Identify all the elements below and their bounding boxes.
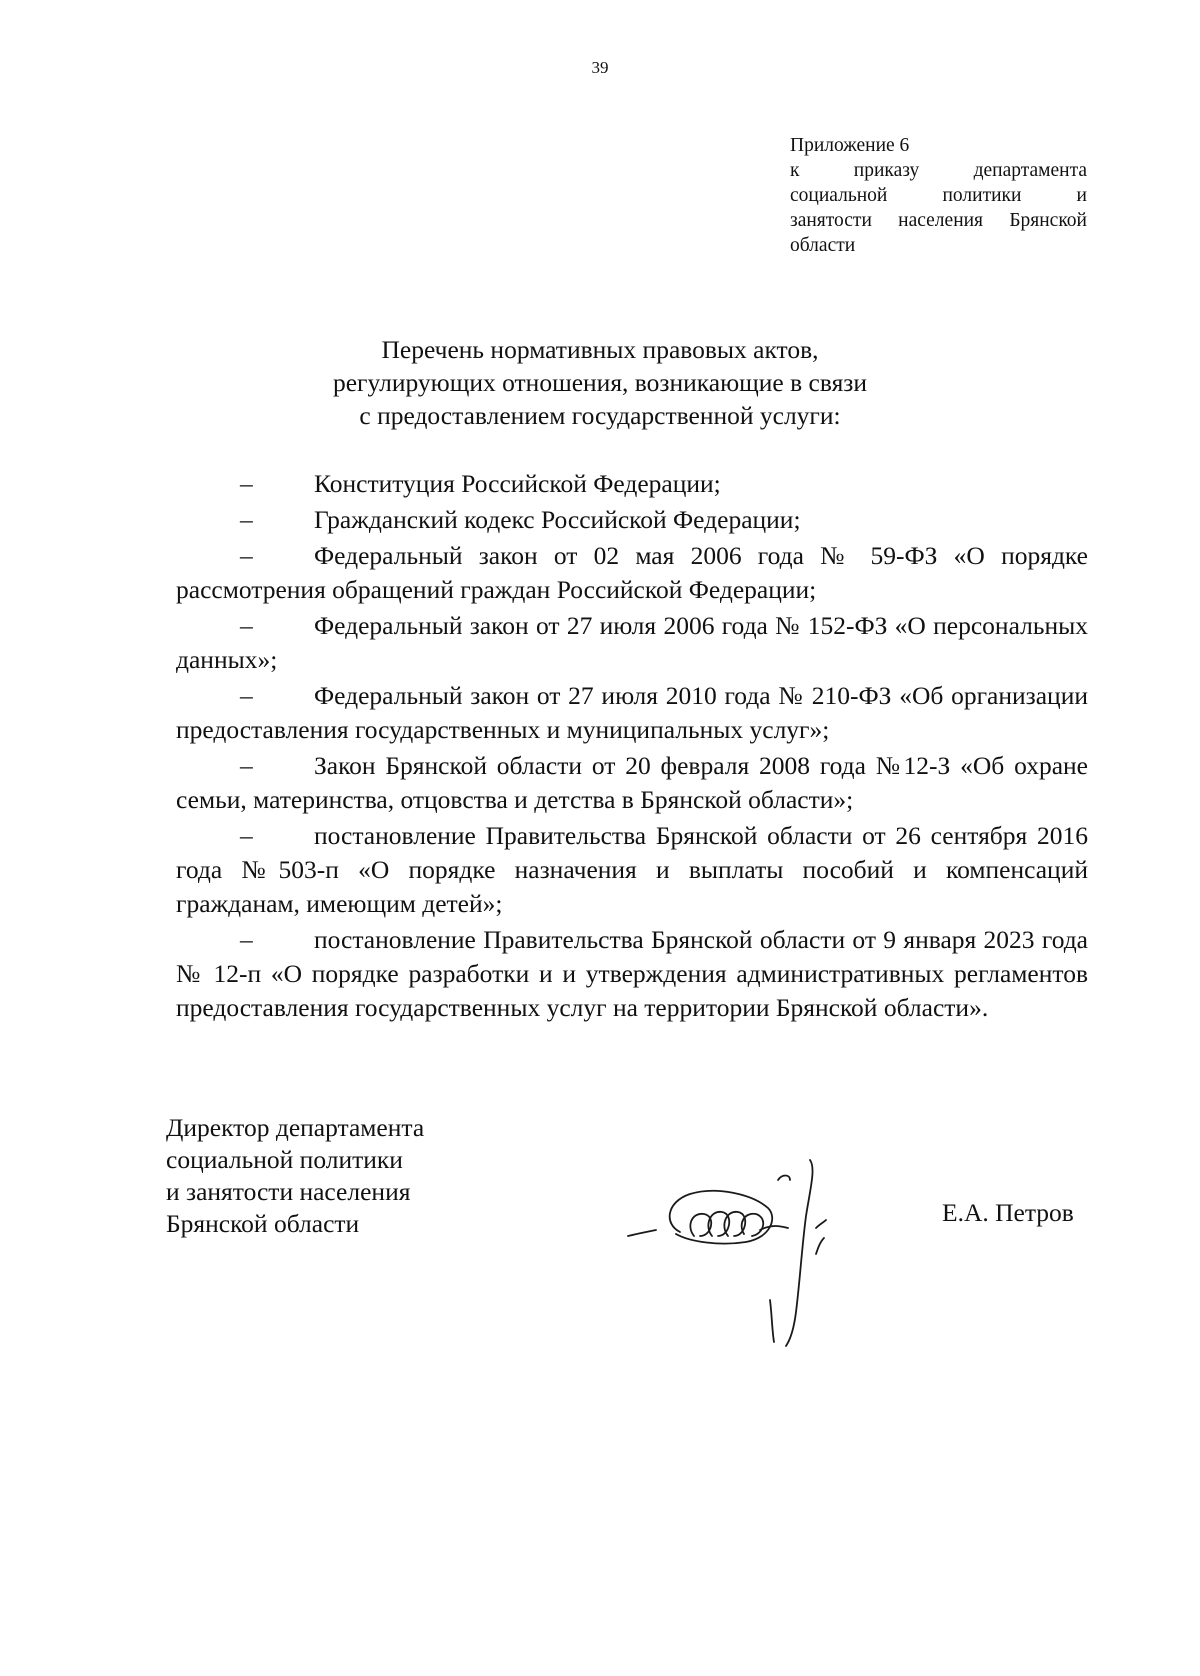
list-item [176, 819, 1088, 921]
list-dash: – [240, 821, 253, 850]
signatory-line-1: Директор департамента [166, 1113, 425, 1142]
list-dash: – [240, 469, 253, 498]
act-text: Федеральный закон от 02 мая 2006 года № 59-ФЗ «О порядке рассмотрения обращений граждан Российской Федерации; [176, 541, 1088, 604]
document-title [0, 333, 1200, 432]
signatory-line-2: социальной политики [166, 1145, 403, 1174]
list-item [176, 923, 1088, 1025]
appendix-line-1: Приложение 6 [790, 135, 910, 156]
list-dash: – [240, 681, 253, 710]
appendix-line-5: области [790, 235, 856, 256]
act-text: постановление Правительства Брянской области от 26 сентября 2016 года №503-п «О порядке назначения и выплаты пособий и компенсаций гражданам, имеющим детей»; [176, 821, 1088, 918]
title-line-1: Перечень нормативных правовых актов, [381, 335, 819, 364]
list-dash: – [240, 751, 253, 780]
signatory-line-4: Брянской области [166, 1209, 360, 1238]
signer-name: Е.А. Петров [942, 1198, 1074, 1227]
appendix-line-4: занятости населения Брянской [790, 210, 1087, 231]
signatory-line-3: и занятости населения [166, 1177, 411, 1206]
list-dash: – [240, 611, 253, 640]
act-text: Федеральный закон от 27 июля 2006 года № 152-ФЗ «О персональных данных»; [176, 611, 1088, 674]
appendix-line-2: к приказу департамента [790, 160, 1087, 181]
list-dash: – [240, 925, 253, 954]
act-text: Федеральный закон от 27 июля 2010 года № 210-ФЗ «Об организации предоставления государственных и муниципальных услуг»; [176, 681, 1088, 744]
page-number: 39 [591, 58, 609, 77]
legal-acts-list [176, 467, 1088, 1027]
signatory-position [166, 1112, 424, 1240]
list-item [176, 749, 1088, 817]
list-item [176, 679, 1088, 747]
list-item [176, 503, 1088, 537]
act-text: Конституция Российской Федерации; [314, 469, 721, 498]
handwritten-signature [620, 1150, 880, 1350]
list-dash: – [240, 541, 253, 570]
title-line-2: регулирующих отношения, возникающие в связи [332, 368, 868, 397]
list-dash: – [240, 505, 253, 534]
list-item [176, 609, 1088, 677]
appendix-note [790, 133, 1087, 258]
list-item [176, 467, 1088, 501]
act-text: Гражданский кодекс Российской Федерации; [314, 505, 801, 534]
act-text: Закон Брянской области от 20 февраля 2008 года №12-З «Об охране семьи, материнства, отцовства и детства в Брянской области»; [176, 751, 1088, 814]
title-line-3: с предоставлением государственной услуги: [359, 401, 841, 430]
appendix-line-3: социальной политики и [790, 185, 1087, 206]
act-text: постановление Правительства Брянской области от 9 января 2023 года № 12-п «О порядке разработки и и утверждения административных регламентов предоставления государственных услуг на территории Брянской области». [176, 925, 1088, 1022]
list-item [176, 539, 1088, 607]
